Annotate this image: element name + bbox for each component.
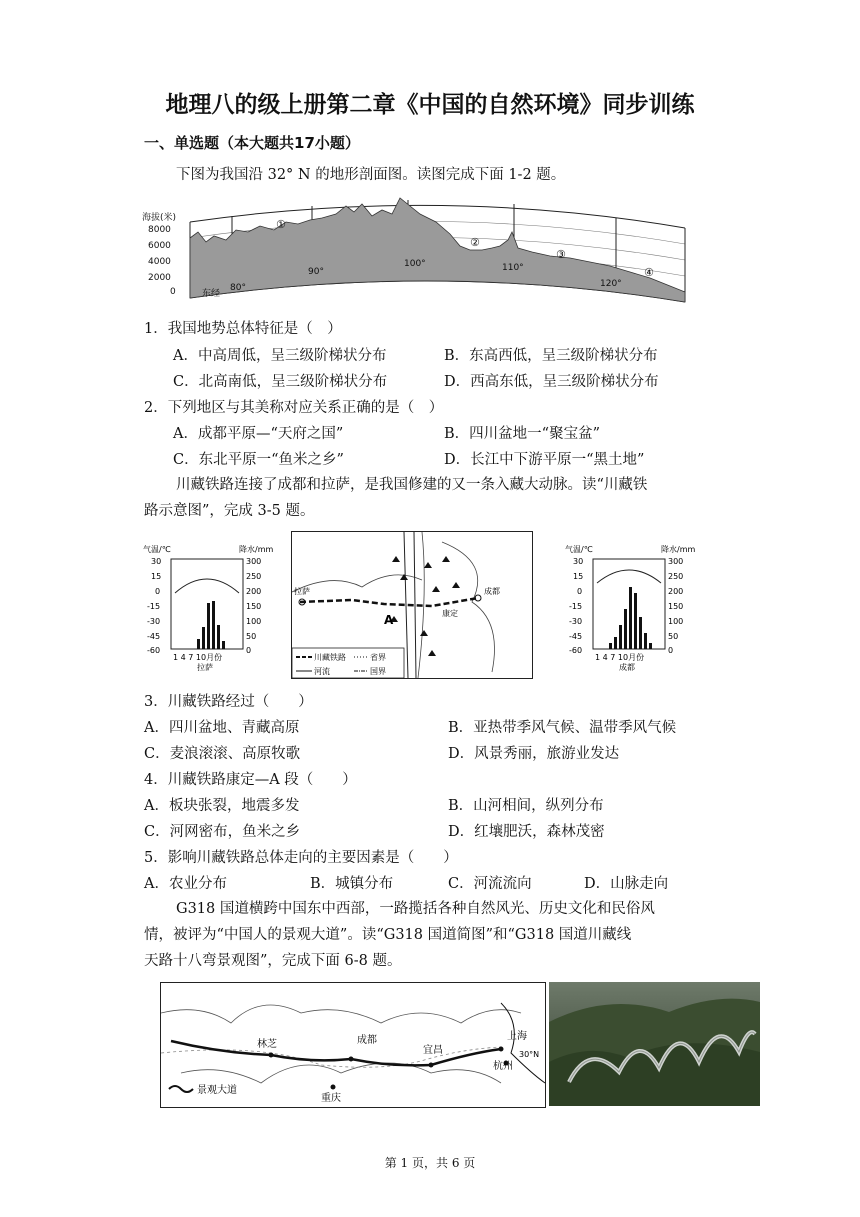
q4-option-c[interactable]: C．河网密布，鱼米之乡 [144,824,301,840]
profile-marker-4: ④ [644,266,654,279]
profile-marker-3: ③ [556,248,566,261]
precip-tick: 150 [668,602,684,611]
temp-tick: 30 [151,557,162,566]
q2-option-b[interactable]: B．四川盆地一“聚宝盆” [444,426,600,442]
legend-national-border: 国界 [370,667,386,676]
question-2-stem: 2．下列地区与其美称对应关系正确的是（ ） [144,400,444,416]
map-point-a: A [384,613,394,627]
temp-tick: -15 [147,602,161,611]
temp-tick: -60 [147,646,161,655]
profile-xlabel: 东经 [202,289,221,299]
terrain-profile-figure [140,192,690,304]
precip-tick: 50 [668,632,679,641]
intro-paragraph-3-line3: 天路十八弯景观图”，完成下面 6-8 题。 [144,953,402,969]
profile-xtick: 90° [308,267,324,277]
section-heading: 一、单选题（本大题共17小题） [144,134,360,152]
page-title: 地理八的级上册第二章《中国的自然环境》同步训练 [165,92,695,118]
g318-label-shanghai: 上海 [507,1031,527,1042]
question-4-stem: 4．川藏铁路康定—A 段（ ） [144,772,357,788]
g318-label-linzhi: 林芝 [257,1039,277,1050]
page-footer: 第 1 页，共 6 页 [384,1156,476,1170]
q2-option-d[interactable]: D．长江中下游平原一“黑土地” [444,452,645,468]
q4-option-d[interactable]: D．红壤肥沃，森林茂密 [448,824,605,840]
temp-tick: 0 [577,587,583,596]
precip-axis-label: 降水/mm [239,545,274,554]
profile-ytick: 0 [170,287,176,297]
g318-label-chongqing: 重庆 [321,1093,341,1104]
precip-tick: 300 [668,557,684,566]
map-label-kangding: 康定 [442,609,458,618]
temp-tick: 15 [573,572,584,581]
g318-label-latitude: 30°N [519,1050,540,1059]
q4-option-a[interactable]: A．板块张裂，地震多发 [144,798,300,814]
q5-option-a[interactable]: A．农业分布 [144,876,227,892]
city-label-lhasa: 拉萨 [197,663,213,671]
climate-chart-lhasa [143,543,283,671]
temp-tick: -15 [569,602,583,611]
g318-route-map [160,982,546,1108]
temp-tick: 30 [573,557,584,566]
temp-tick: 0 [155,587,161,596]
precip-tick: 0 [668,646,674,655]
question-3-stem: 3．川藏铁路经过（ ） [144,694,313,710]
profile-marker-2: ② [470,236,480,249]
temp-tick: -30 [569,617,583,626]
temp-axis-label: 气温/℃ [143,545,171,554]
temp-tick: -45 [569,632,583,641]
intro-paragraph-1: 下图为我国沿 32° N 的地形剖面图。读图完成下面 1-2 题。 [176,167,566,183]
q1-option-d[interactable]: D．西高东低，呈三级阶梯状分布 [444,374,659,390]
month-ticks: 1 4 7 10月份 [173,653,223,662]
legend-railway: 川藏铁路 [314,653,346,662]
q5-option-d[interactable]: D．山脉走向 [584,876,669,892]
g318-label-hangzhou: 杭州 [493,1061,513,1072]
map-label-chengdu: 成都 [484,587,500,596]
profile-marker-1: ① [276,218,286,231]
q1-option-a[interactable]: A．中高周低，呈三级阶梯状分布 [173,348,387,364]
precip-tick: 100 [668,617,684,626]
question-1-stem: 1．我国地势总体特征是（ ） [144,321,342,337]
g318-label-yichang: 宜昌 [423,1045,443,1056]
eighteen-bends-photo [549,982,760,1106]
precip-tick: 250 [668,572,684,581]
precip-axis-label: 降水/mm [661,545,696,554]
temp-tick: -45 [147,632,161,641]
profile-ytick: 4000 [148,257,171,267]
sichuan-tibet-railway-map [291,531,533,679]
precip-tick: 200 [246,587,262,596]
g318-legend: 景观大道 [197,1085,237,1096]
profile-xtick: 100° [404,259,426,269]
q3-option-d[interactable]: D．风景秀丽，旅游业发达 [448,746,620,762]
q4-option-b[interactable]: B．山河相间，纵列分布 [448,798,604,814]
month-ticks: 1 4 7 10月份 [595,653,645,662]
climate-chart-chengdu [565,543,705,671]
profile-xtick: 110° [502,263,524,273]
q2-option-a[interactable]: A．成都平原—“天府之国” [173,426,344,442]
precip-tick: 250 [246,572,262,581]
precip-tick: 300 [246,557,262,566]
temp-tick: 15 [151,572,162,581]
intro-paragraph-3-line1: G318 国道横跨中国东中西部，一路揽括各种自然风光、历史文化和民俗风 [176,901,655,917]
q5-option-c[interactable]: C．河流流向 [448,876,532,892]
precip-tick: 200 [668,587,684,596]
profile-ytick: 6000 [148,241,171,251]
intro-paragraph-3-line2: 情，被评为“中国人的景观大道”。读“G318 国道简图”和“G318 国道川藏线 [144,927,632,943]
temp-axis-label: 气温/℃ [565,545,593,554]
city-label-chengdu: 成都 [619,663,635,671]
legend-province: 省界 [370,653,386,662]
q3-option-c[interactable]: C．麦浪滚滚、高原牧歌 [144,746,301,762]
q3-option-b[interactable]: B．亚热带季风气候、温带季风气候 [448,720,677,736]
intro-paragraph-2-line1: 川藏铁路连接了成都和拉萨，是我国修建的又一条入藏大动脉。读“川藏铁 [176,477,648,493]
precip-tick: 150 [246,602,262,611]
q3-option-a[interactable]: A．四川盆地、青藏高原 [144,720,300,736]
profile-ylabel: 海拔(米) [142,213,177,223]
q2-option-c[interactable]: C．东北平原一“鱼米之乡” [173,452,344,468]
profile-xtick: 80° [230,283,246,293]
temp-tick: -30 [147,617,161,626]
g318-label-chengdu: 成都 [357,1035,377,1046]
profile-ytick: 8000 [148,225,171,235]
temp-tick: -60 [569,646,583,655]
profile-xtick: 120° [600,279,622,289]
legend-river: 河流 [314,667,330,676]
q1-option-c[interactable]: C．北高南低，呈三级阶梯状分布 [173,374,388,390]
map-label-lhasa: 拉萨 [294,587,310,596]
question-5-stem: 5．影响川藏铁路总体走向的主要因素是（ ） [144,850,458,866]
q5-option-b[interactable]: B．城镇分布 [310,876,394,892]
precip-tick: 100 [246,617,262,626]
precip-tick: 50 [246,632,257,641]
precip-tick: 0 [246,646,252,655]
q1-option-b[interactable]: B．东高西低，呈三级阶梯状分布 [444,348,658,364]
profile-ytick: 2000 [148,273,171,283]
intro-paragraph-2-line2: 路示意图”，完成 3-5 题。 [144,503,315,519]
